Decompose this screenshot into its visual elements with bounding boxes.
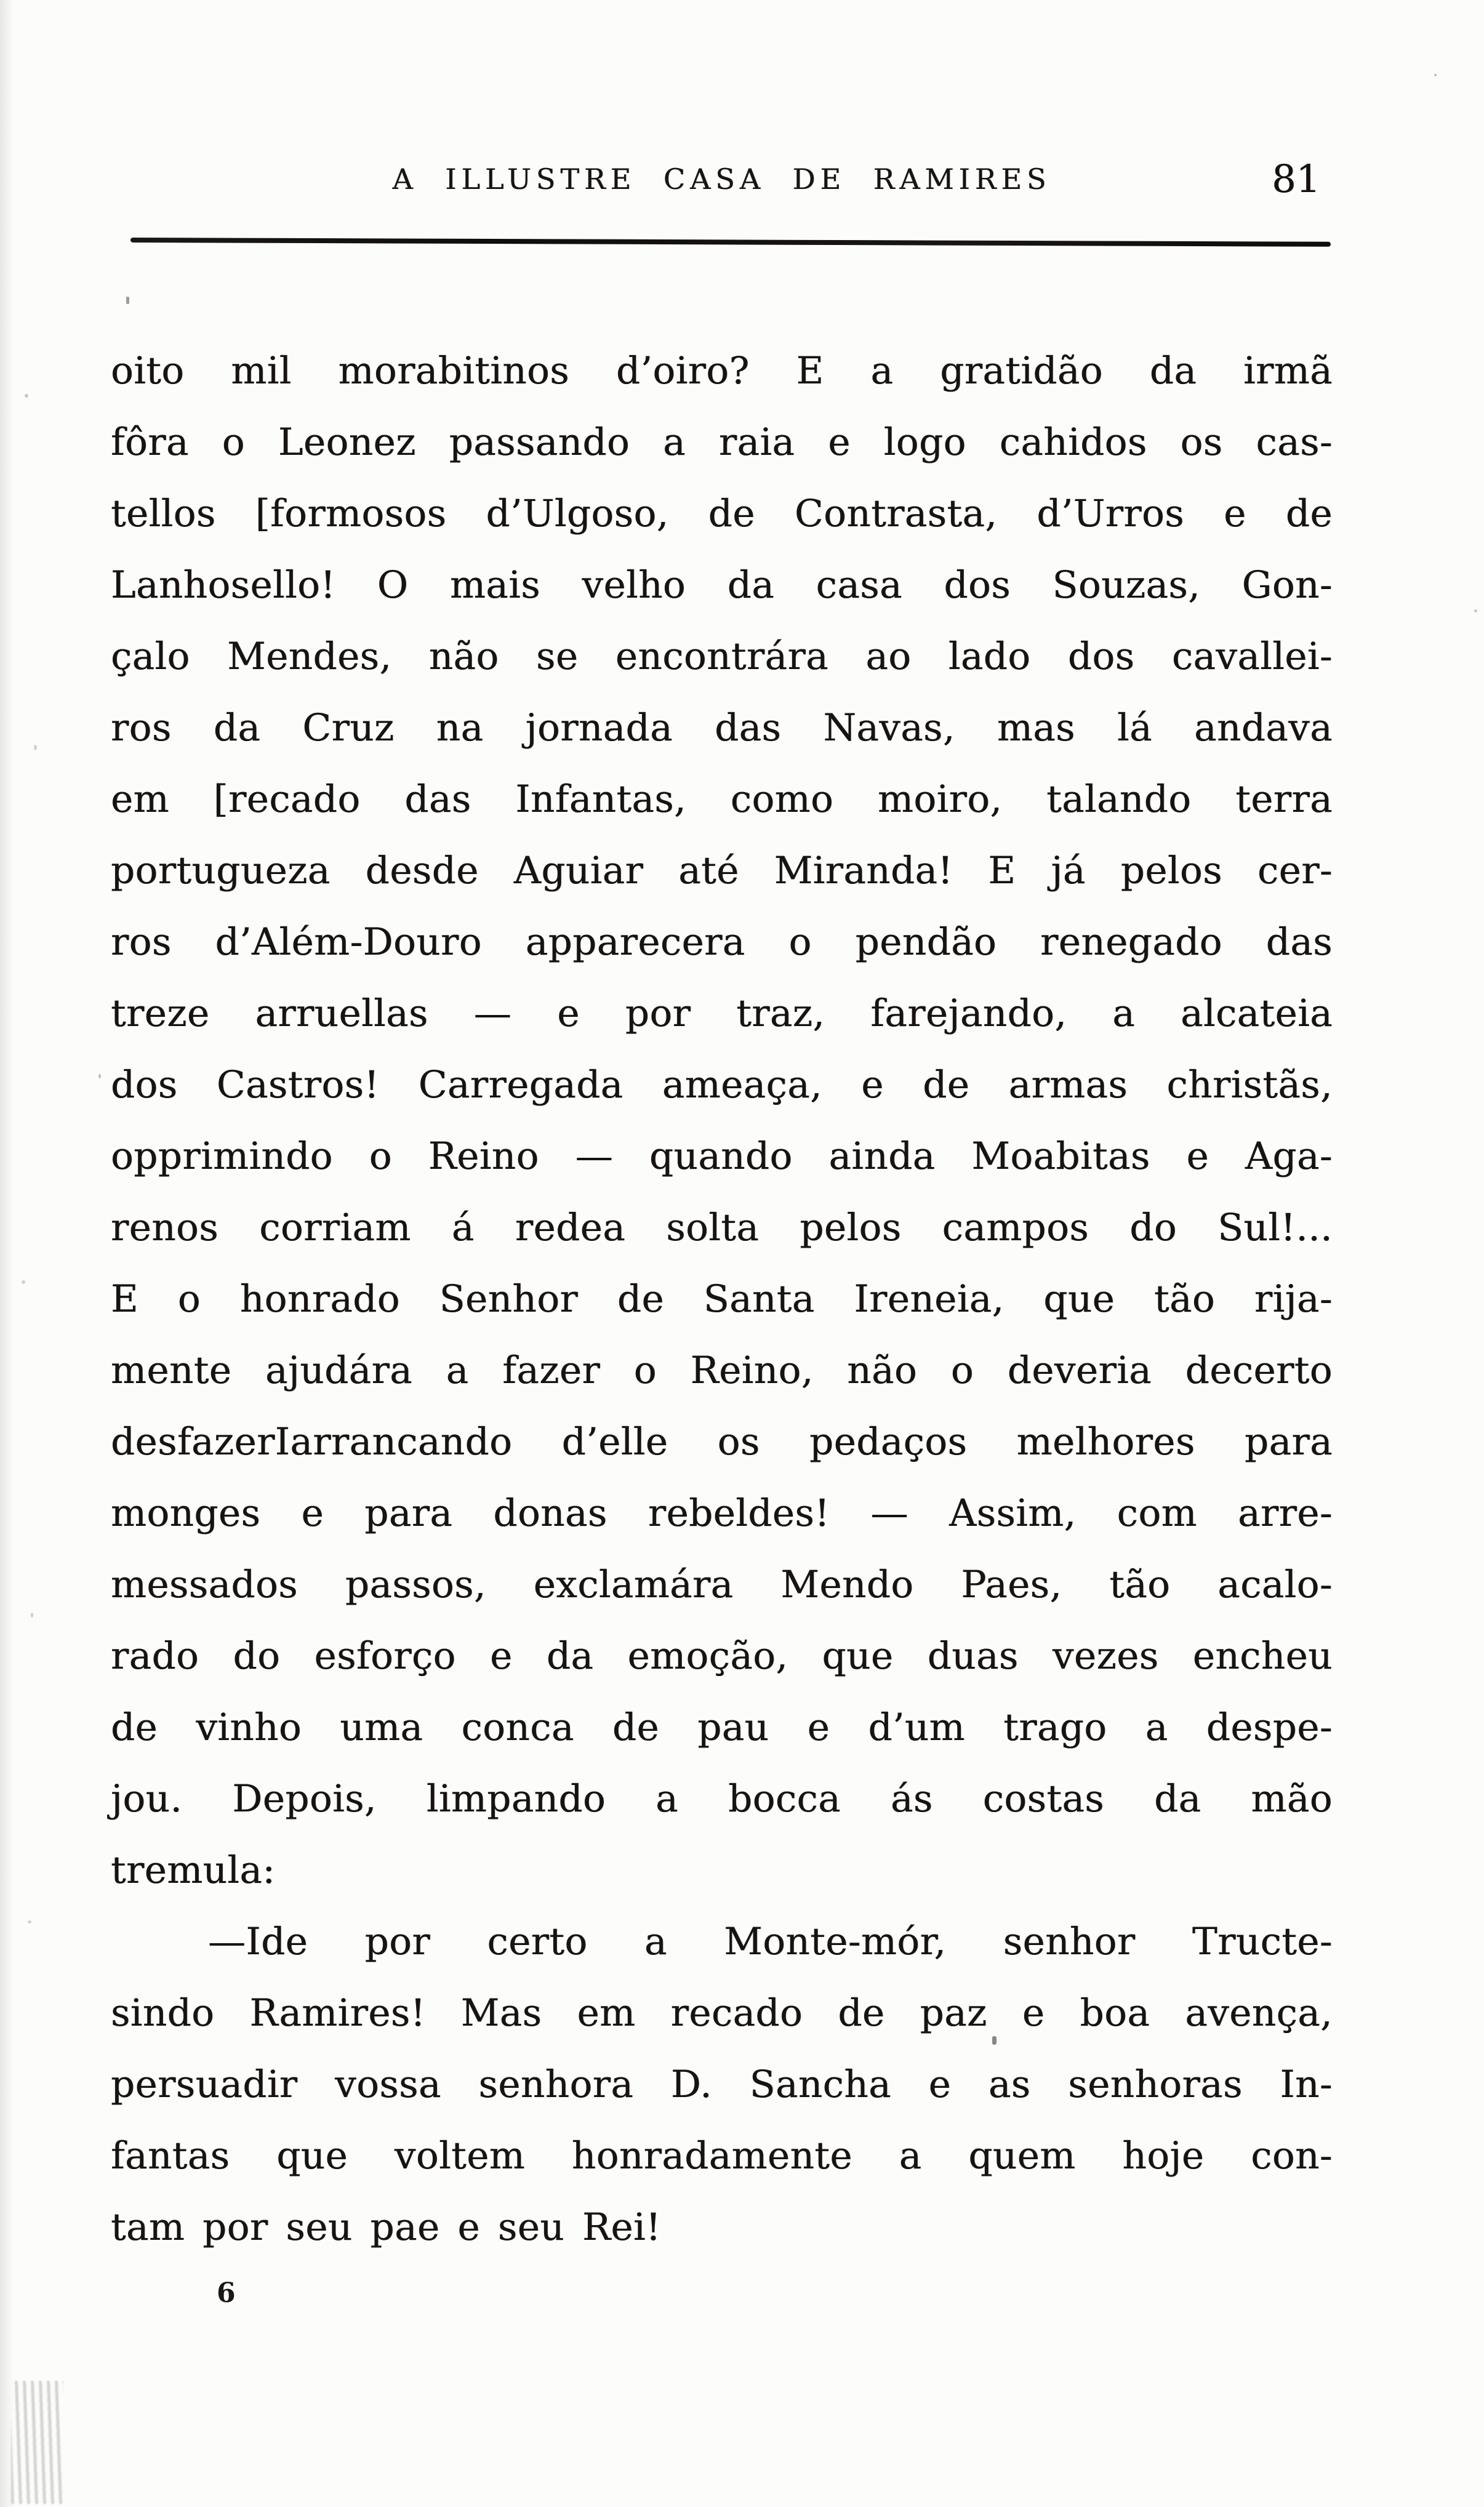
- text-line: persuadir vossa senhora D. Sancha e as senhoras In-: [111, 2063, 1333, 2106]
- text-line: fantas que voltem honradamente a quem hoje con-: [111, 2134, 1333, 2178]
- text-line: renos corriam á redea solta pelos campos do Sul!...: [111, 1206, 1333, 1249]
- page-edge-shading: [0, 0, 14, 2507]
- text-line: Lanhosello! O mais velho da casa dos Souzas, Gon-: [111, 563, 1333, 607]
- text-line: sindo Ramires! Mas em recado de paz e boa avença,: [111, 1991, 1333, 2035]
- scan-speck: [1434, 74, 1437, 76]
- text-line: portugueza desde Aguiar até Miranda! E já pelos cer-: [111, 849, 1333, 892]
- text-line: fôra o Leonez passando a raia e logo cahidos os cas-: [111, 420, 1333, 464]
- text-line: de vinho uma conca de pau e d’um trago a despe-: [111, 1706, 1333, 1749]
- scan-speck: [126, 297, 129, 304]
- page-body: [111, 335, 1333, 2263]
- text-line: dos Castros! Carregada ameaça, e de armas christãs,: [111, 1063, 1333, 1107]
- text-line: opprimindo o Reino — quando ainda Moabitas e Aga-: [111, 1134, 1333, 1178]
- scan-speck: [31, 1613, 33, 1618]
- scan-speck: [992, 2036, 997, 2045]
- text-line: treze arruellas — e por traz, farejando, a alcateia: [111, 992, 1333, 1035]
- scan-speck: [1474, 609, 1477, 612]
- text-line: oito mil morabitinos d’oiro? E a gratidão da irmã: [111, 349, 1333, 393]
- text-line: desfazerIarrancando d’elle os pedaços melhores para: [111, 1420, 1333, 1464]
- scan-speck: [98, 1074, 101, 1078]
- text-line: ros da Cruz na jornada das Navas, mas lá andava: [111, 706, 1333, 750]
- scan-speck: [28, 1920, 31, 1923]
- text-line: tremula:: [111, 1848, 276, 1892]
- text-line: tam por seu pae e seu Rei!: [111, 2205, 662, 2249]
- scan-speck: [25, 394, 28, 398]
- text-line: mente ajudára a fazer o Reino, não o deveria decerto: [111, 1349, 1333, 1392]
- scan-speck: [34, 745, 37, 750]
- header-rule: [130, 238, 1331, 247]
- text-line: messados passos, exclamára Mendo Paes, tão acalo-: [111, 1563, 1333, 1606]
- page-number: 81: [1272, 156, 1320, 201]
- text-line: ros d’Além-Douro apparecera o pendão renegado das: [111, 920, 1333, 964]
- scan-speck: [22, 1280, 25, 1284]
- text-line: çalo Mendes, não se encontrára ao lado dos cavallei-: [111, 635, 1333, 678]
- text-line: monges e para donas rebeldes! — Assim, com arre-: [111, 1491, 1333, 1535]
- text-line: E o honrado Senhor de Santa Ireneia, que tão rija-: [111, 1277, 1333, 1321]
- text-line: tellos [formosos d’Ulgoso, de Contrasta, d’Urros e de: [111, 492, 1333, 535]
- text-line: em [recado das Infantas, como moiro, talando terra: [111, 777, 1333, 821]
- signature-mark: 6: [217, 2277, 236, 2309]
- scan-smudge: [11, 2381, 63, 2504]
- header-title: A ILLUSTRE CASA DE RAMIRES: [392, 162, 1051, 196]
- text-line: jou. Depois, limpando a bocca ás costas da mão: [111, 1777, 1333, 1821]
- text-line-dialogue: —Ide por certo a Monte-mór, senhor Tructe-: [208, 1920, 1333, 1963]
- text-line: rado do esforço e da emoção, que duas vezes encheu: [111, 1634, 1333, 1678]
